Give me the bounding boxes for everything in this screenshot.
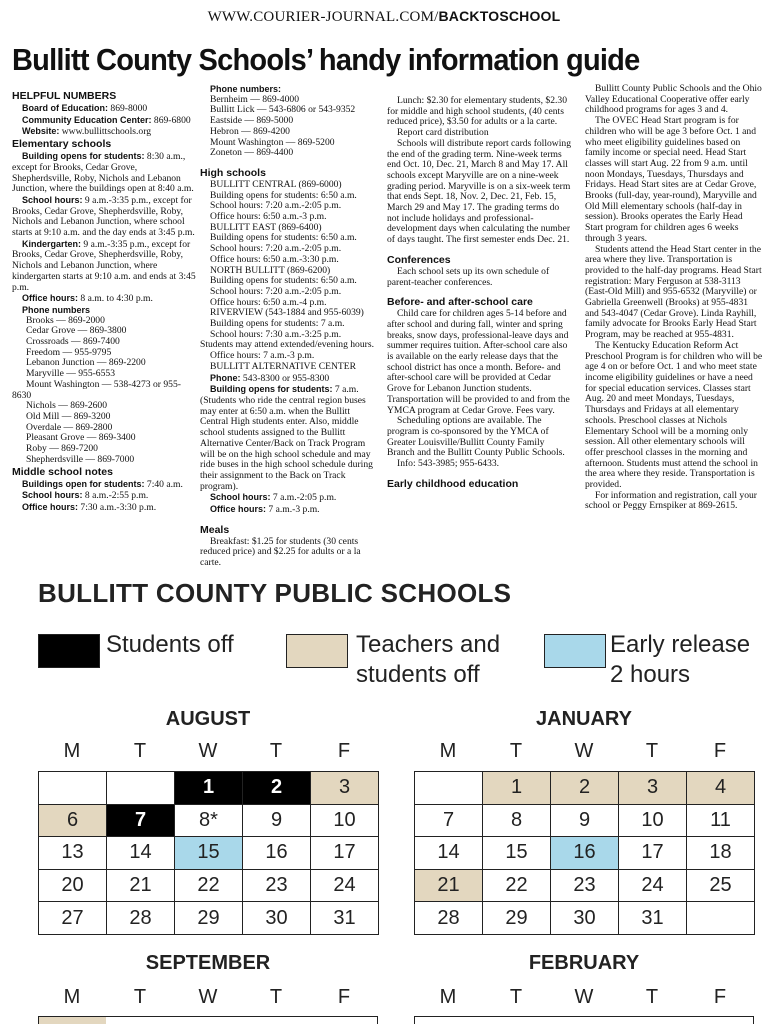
article-column-1 [12,84,198,514]
board-of-education: Board of Education: 869-8000 [22,103,148,114]
website: Website: www.bullittschools.org [22,126,152,138]
list-item: Nichols — 869-2600 [26,400,108,412]
month-title-september: SEPTEMBER [145,952,271,974]
calendar-day-15: 15 [483,837,551,870]
alt-hours: School hours: 7 a.m.-2:05 p.m. [210,492,337,504]
list-item: Brooks — 869-2000 [26,314,105,326]
weekday-label: T [645,740,659,762]
calendar-grid-september-edge [38,1016,378,1024]
calendar-day-31: 31 [619,902,687,935]
calendar-day-17: 17 [619,837,687,870]
alt-office: Office hours: 7 a.m.-3 p.m. [210,504,320,516]
weekday-label: F [337,986,351,1008]
weekday-label: W [198,740,218,762]
report-card-title: Report card distribution [397,127,489,139]
list-item: Old Mill — 869-3200 [26,410,111,422]
month-title-august: AUGUST [165,708,251,730]
calendar-day-7: 7 [107,804,175,837]
report-card-text: Schools will distribute report cards following the end of the grading term. Nine-week terms end Oct. 10, Dec. 21, March 8 and May 17. All schools except Maryville are on a nine-week grading period. Maryville is on a six-week term that ends Sept. 18, Nov. 2, Dec. 21, Feb. 15, March 29 and May 17. The grading terms do not include holidays and professional-development days when calculating the number of days taught. The first semester ends Dec. 21. [387,137,571,246]
calendar-day-24: 24 [311,869,379,902]
calendar-day-24: 24 [619,869,687,902]
calendar-week-row [415,869,755,902]
calendar-week-row [39,869,379,902]
list-item: Building opens for students: 6:50 a.m. [210,275,357,287]
calendar-day-15: 15 [175,837,243,870]
list-item: NORTH BULLITT (869-6200) [210,264,331,276]
meals-breakfast: Breakfast: $1.25 for students (30 cents reduced price) and $2.25 for adults or a la carte. [200,535,361,569]
conferences-heading: Conferences [387,253,451,266]
list-item: Mount Washington — 538-4273 or 955-8630 [12,378,181,401]
legend-swatch-early-release [544,634,606,668]
weekday-label: T [133,740,147,762]
list-item: Bernheim — 869-4000 [210,93,299,105]
calendar-empty-cell [39,772,107,805]
calendar-day-29: 29 [175,902,243,935]
month-title-february: FEBRUARY [528,952,640,974]
middle-heading: Middle school notes [12,465,113,478]
weekday-label: W [574,740,594,762]
calendar-day-25: 25 [687,869,755,902]
calendar-day-28: 28 [107,902,175,935]
weekday-label: T [269,986,283,1008]
list-item: Eastside — 869-5000 [210,115,294,127]
high-schools-heading: High schools [200,166,266,179]
url-prefix: WWW.COURIER-JOURNAL.COM/ [207,9,439,25]
legend-label-early-release: Early release 2 hours [610,631,751,688]
calendar-grid-january [414,771,755,935]
weekday-label: F [337,740,351,762]
calendar-day-18: 18 [687,837,755,870]
early-childhood-p4: The Kentucky Education Reform Act Preschool Program is for children who will be age 4 on or before Oct. 1 and who meet state income eligibility guidelines or have a need for special education services. Classes start Aug. 20 and meet Mondays, Tuesdays, Thursdays and Fridays at all elementary schools. Preschool classes at Nichols Elementary School will be a morning only session. All other elementary schools will offer preschool classes in the morning and afternoon. Students must attend the school in the area where they reside. Transportation is provided. [585,339,763,491]
middle-hours: School hours: 8 a.m.-2:55 p.m. [22,490,149,502]
list-item: School hours: 7:20 a.m.-2:05 p.m. [210,285,342,297]
calendar-day-21: 21 [415,869,483,902]
early-childhood-heading: Early childhood education [387,477,519,490]
list-item: Building opens for students: 6:50 a.m. [210,189,357,201]
calendar-week-row [39,772,379,805]
list-item: Lebanon Junction — 869-2200 [26,357,146,369]
calendar-day-9: 9 [551,804,619,837]
elementary-phone-label: Phone numbers [22,304,91,315]
care-info: Info: 543-3985; 955-6433. [397,458,500,470]
calendar-day-16: 16 [243,837,311,870]
weekday-label: F [713,986,727,1008]
alt-building: Building opens for students: 7 a.m. (Students who ride the central region buses may enter at 6:50 a.m. when the Bullitt Central High students enter. Also, middle school students assigned to the Bullitt Alternative Center/Back on Track Program will be on the high school schedule and may ride buses in the high school schedule during their assignment to the Back on Track program). [200,384,373,492]
alt-phone: Phone: 543-8300 or 955-8300 [210,372,330,384]
early-childhood-p1: Bullitt County Public Schools and the Ohio Valley Educational Cooperative offer early childhood programs for ages 3 and 4. [585,83,762,116]
calendar-day-16: 16 [551,837,619,870]
elementary-hours: School hours: 9 a.m.-3:35 p.m., except for Brooks, Cedar Grove, Shepherdsville, Roby, Nichols and Lebanon Junction, where school starts at 9:10 a.m. and the day ends at 3:45 p.m. [12,194,195,239]
calendar-day-28: 28 [415,902,483,935]
list-item: Zoneton — 869-4400 [210,147,294,159]
legend-swatch-students-off [38,634,100,668]
weekday-label: T [509,986,523,1008]
calendar-day-14: 14 [107,837,175,870]
early-childhood-p2: The OVEC Head Start program is for children who will be age 3 before Oct. 1 and who meet eligibility guidelines based on family income or special need. Head Start classes will start Aug. 22 from 9 a.m. until noon Mondays, Tuesdays, Thursdays and Fridays. Head Start sites are at Cedar Grove, Brooks (full-day, year-round), Maryville and Old Mill elementary schools (half-day in session). Brooks operates the Early Head Start program for children ages 6 weeks through 3 years. [585,115,757,244]
calendar-day-20: 20 [39,869,107,902]
care-text-1: Child care for children ages 5-14 before and after school and during fall, winter and spring breaks, snow days, professional-leave days and summer requires tuition. After-school care also is available on the early release days that the school district has once a month. Before- and after-school care will be provided at Cedar Grove for Lebanon Junction students. Transportation will be provided to and from the YMCA program at Cedar Grove. Fees vary. [387,308,570,416]
list-item: School hours: 7:20 a.m.-2:05 p.m. [210,243,342,255]
calendar-day-3: 3 [619,772,687,805]
calendar-day-1: 1 [175,772,243,805]
list-item: Building opens for students: 7 a.m. [210,318,345,330]
calendar-day-13: 13 [39,837,107,870]
list-item: Office hours: 6:50 a.m.-3 p.m. [210,211,327,223]
url-section: BACKTOSCHOOL [438,8,561,24]
list-item: School hours: 7:20 a.m.-2:05 p.m. [210,200,342,212]
calendar-day-30: 30 [243,902,311,935]
calendar-day-10: 10 [619,804,687,837]
weekday-label: F [713,740,727,762]
calendar-day-2: 2 [551,772,619,805]
list-item: Crossroads — 869-7400 [26,336,120,348]
weekday-label: M [63,740,81,762]
weekday-label: T [269,740,283,762]
calendar-day-6: 6 [39,804,107,837]
calendar-day-31: 31 [311,902,379,935]
helpful-numbers-heading: HELPFUL NUMBERS [12,90,117,102]
legend-label-teachers-off: Teachers and students off [356,631,501,688]
calendar-day-3: 3 [311,772,379,805]
article-column-4 [585,84,763,512]
list-item: Office hours: 7 a.m.-3 p.m. [210,350,315,362]
list-item: Overdale — 869-2800 [26,421,113,433]
list-item: BULLITT EAST (869-6400) [210,221,322,233]
weekday-label: T [133,986,147,1008]
weekday-label: W [198,986,218,1008]
list-item: Maryville — 955-6553 [26,368,115,380]
list-item: Office hours: 6:50 a.m.-3:30 p.m. [210,253,339,265]
section-url [0,8,768,26]
calendar-week-row [39,804,379,837]
list-item: Bullitt Lick — 543-6806 or 543-9352 [210,104,356,116]
meals-lunch: Lunch: $2.30 for elementary students, $2.30 for middle and high school students, (40 cents reduced price), $3.50 for adults or a la carte. [387,95,567,128]
list-item: Freedom — 955-9795 [26,346,112,358]
calendar-day-8: 8* [175,804,243,837]
weekday-label: T [509,740,523,762]
elementary-phone-list [12,316,198,466]
calendar-week-row [415,772,755,805]
calendar-day-30: 30 [551,902,619,935]
calendar-day-22: 22 [483,869,551,902]
elementary-office: Office hours: 8 a.m. to 4:30 p.m. [22,293,153,305]
calendar-empty-cell [107,772,175,805]
list-item: BULLITT CENTRAL (869-6000) [210,178,342,190]
calendar-day-23: 23 [551,869,619,902]
calendar-week-row [39,837,379,870]
early-childhood-p3: Students attend the Head Start center in the area where they live. Transportation is provided to the half-day programs. Head Start registration: Mary Ferguson at 538-3113 (East-Old Mill) and 955-6532 (Maryville) or Gabriella Greenwell (Brooks) at 955-4831 and 543-4047 (Cedar Grove). Linda Rayhill, family advocate for Brooks Early Head Start Program, may be reached at 955-4831. [585,243,762,341]
list-item: RIVERVIEW (543-1884 and 955-6039) [210,307,364,319]
middle-office: Office hours: 7:30 a.m.-3:30 p.m. [22,501,157,513]
calendar-day-22: 22 [175,869,243,902]
calendar-day-21: 21 [107,869,175,902]
calendar-day-7: 7 [415,804,483,837]
calendar-day-8: 8 [483,804,551,837]
article-column-2 [200,84,376,569]
elementary-heading: Elementary schools [12,138,112,151]
calendar-day-1: 1 [483,772,551,805]
calendar-week-row [39,902,379,935]
calendar-day-4: 4 [687,772,755,805]
calendar-grid-august [38,771,379,935]
list-item: Roby — 869-7200 [26,443,98,455]
list-item: Mount Washington — 869-5200 [210,136,335,148]
meals-heading: Meals [200,523,230,536]
elementary-building: Building opens for students: 8:30 a.m., except for Brooks, Cedar Grove, Shepherdsville, Roby, Nichols and Lebanon Junction, where the buildings open at 8:40 a.m. [12,151,194,195]
calendar-empty-cell [415,772,483,805]
calendar-day-27: 27 [39,902,107,935]
calendar-week-row [415,837,755,870]
list-item: Hebron — 869-4200 [210,125,290,137]
community-education: Community Education Center: 869-6800 [22,114,191,126]
legend-label-students-off: Students off [106,631,234,658]
calendar-week-row [415,902,755,935]
weekday-label: T [645,986,659,1008]
calendar-empty-cell [687,902,755,935]
calendar-day-23: 23 [243,869,311,902]
early-childhood-p5: For information and registration, call your school or Peggy Ernspiker at 869-2615. [585,489,757,512]
legend-swatch-teachers-off [286,634,348,668]
weekday-label: M [439,740,457,762]
weekday-label: W [574,986,594,1008]
care-heading: Before- and after-school care [387,296,533,309]
list-item: Office hours: 6:50 a.m.-4 p.m. [210,296,327,308]
calendar-week-row [415,804,755,837]
list-item: Building opens for students: 6:50 a.m. [210,232,357,244]
list-item: Pleasant Grove — 869-3400 [26,432,136,444]
conferences-text: Each school sets up its own schedule of parent-teacher conferences. [387,265,550,288]
calendar-day-29: 29 [483,902,551,935]
calendar-day-9: 9 [243,804,311,837]
list-item: School hours: 7:30 a.m.-3:25 p.m. Students may attend extended/evening hours. [200,328,374,351]
calendar-cell [39,1017,106,1024]
middle-building: Buildings open for students: 7:40 a.m. [22,478,183,490]
list-item: Cedar Grove — 869-3800 [26,325,127,337]
month-title-january: JANUARY [536,708,632,730]
care-text-2: Scheduling options are available. The program is co-sponsored by the YMCA of Greater Louisville/Bullitt County Family Branch and the Bullitt County Public Schools. [387,415,565,459]
calendar-grid-february-edge [414,1016,754,1024]
calendar-day-11: 11 [687,804,755,837]
calendar-day-2: 2 [243,772,311,805]
article-column-3 [387,96,573,491]
calendar-day-17: 17 [311,837,379,870]
list-item: BULLITT ALTERNATIVE CENTER [210,360,357,372]
calendar-day-10: 10 [311,804,379,837]
calendar-day-14: 14 [415,837,483,870]
list-item: Shepherdsville — 869-7000 [26,453,135,465]
weekday-label: M [439,986,457,1008]
weekday-label: M [63,986,81,1008]
middle-phone-label: Phone numbers: [210,84,282,94]
page-headline: Bullitt County Schools’ handy information guide [12,43,640,77]
elementary-kindergarten: Kindergarten: 9 a.m.-3:35 p.m., except for Brooks, Cedar Grove, Shepherdsville, Roby, Nichols and Lebanon Junction, where kindergarten starts at 9:10 a.m. and ends at 3:45 p.m. [12,238,196,293]
calendar-title: BULLITT COUNTY PUBLIC SCHOOLS [38,578,512,608]
